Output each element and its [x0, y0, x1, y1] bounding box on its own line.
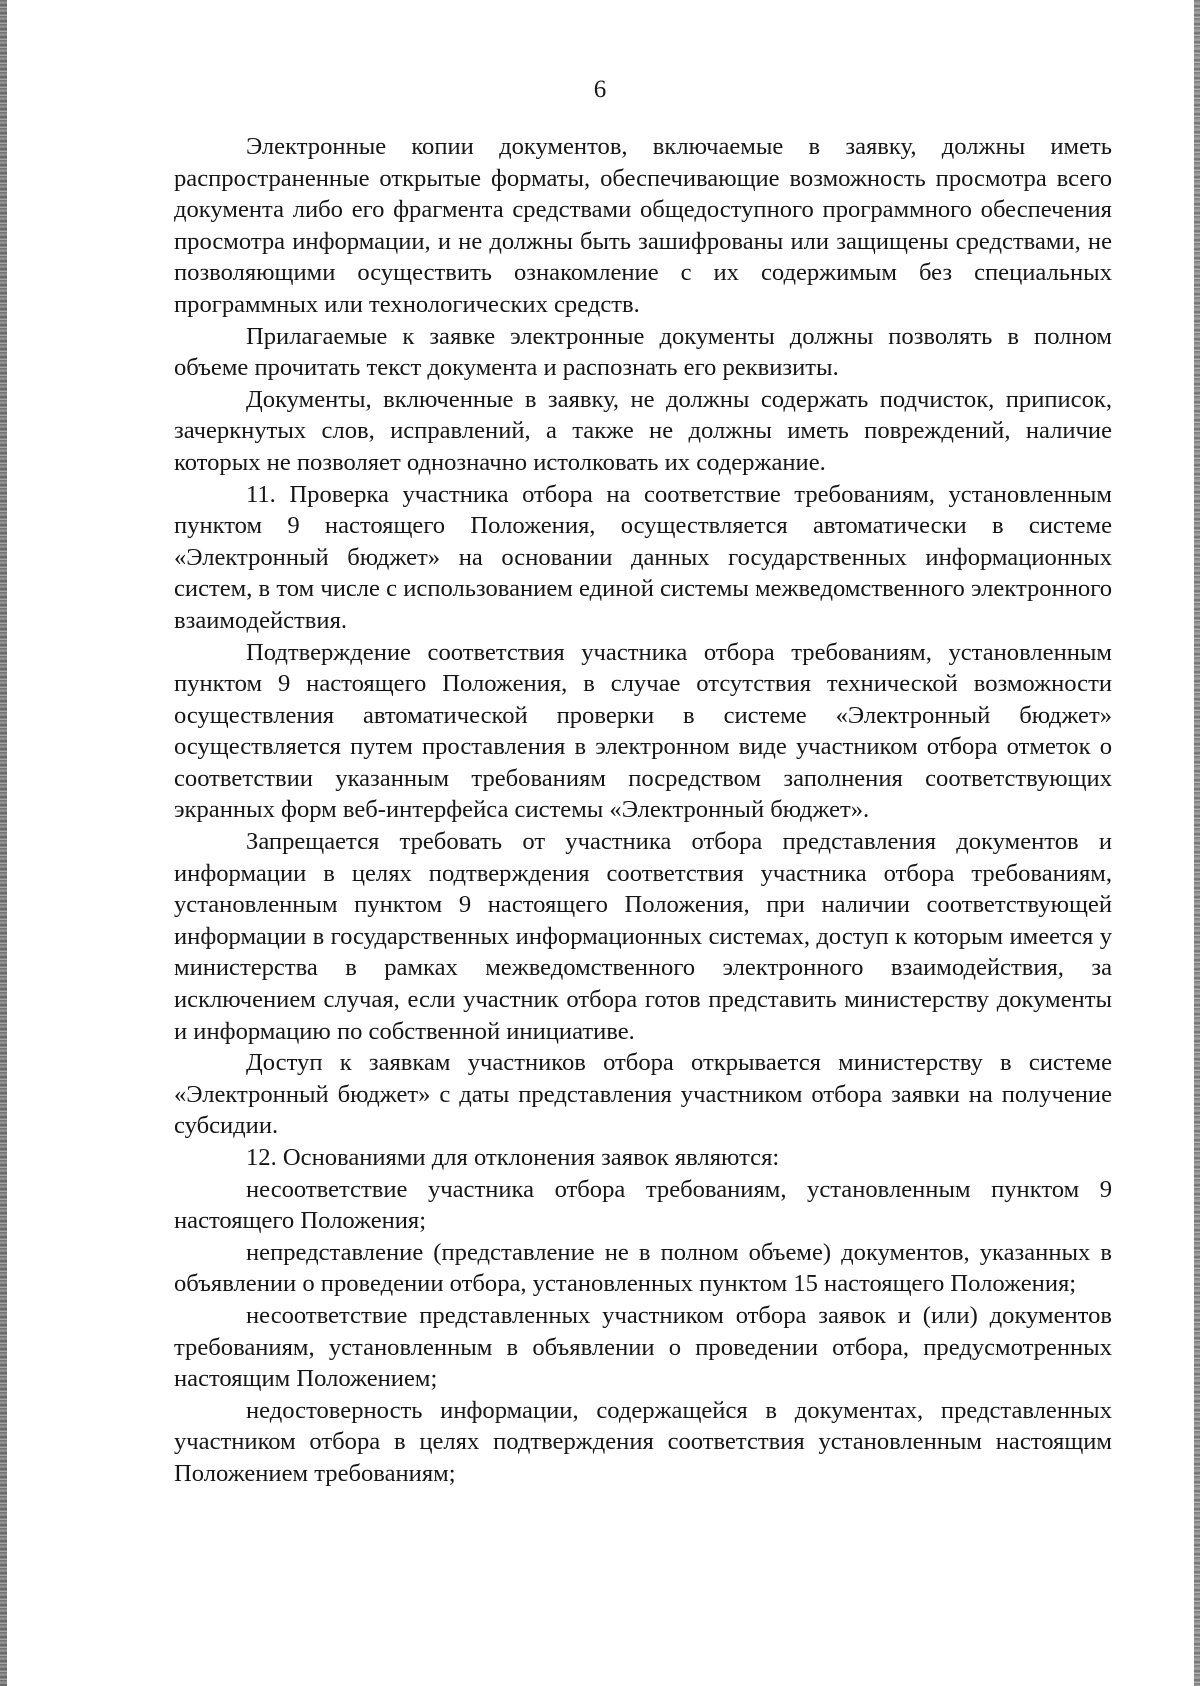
paragraph: несоответствие представленных участником отбора заявок и (или) документов требованиям, установленным в объявлении о проведении отбора, предусмотренных настоящим Положением;: [174, 1301, 1112, 1393]
scan-edge-right: [1194, 0, 1200, 1686]
paragraph: недостоверность информации, содержащейся в документах, представленных участником отбора в целях подтверждения соответствия установленным настоящим Положением требованиям;: [174, 1396, 1112, 1487]
scan-edge-left: [0, 0, 7, 1686]
paragraph: 12. Основаниями для отклонения заявок являются:: [246, 1144, 780, 1171]
page-number: 6: [593, 76, 607, 103]
paragraph: 11. Проверка участника отбора на соответствие требованиям, установленным пунктом 9 настоящего Положения, осуществляется автоматически в системе «Электронный бюджет» на основании данных государственных информационных систем, в том числе с использованием единой системы межведомственного электронного взаимодействия.: [174, 480, 1112, 634]
paragraph: Запрещается требовать от участника отбора представления документов и информации в целях подтверждения соответствия участника отбора требованиям, установленным пунктом 9 настоящего Положения, при наличии соответствующей информации в государственных информационных системах, доступ к которым имеется у министерства в рамках межведомственного электронного взаимодействия, за исключением случая, если участник отбора готов представить министерству документы и информацию по собственной инициативе.: [174, 828, 1112, 1045]
document-body: [174, 131, 1112, 1490]
paragraph: Электронные копии документов, включаемые в заявку, должны иметь распространенные открытые форматы, обеспечивающие возможность просмотра всего документа либо его фрагмента средствами общедоступного программного обеспечения просмотра информации, и не должны быть зашифрованы или защищены средствами, не позволяющими осуществить ознакомление с их содержимым без специальных программных или технологических средств.: [174, 133, 1112, 318]
paragraph: непредставление (представление не в полном объеме) документов, указанных в объявлении о проведении отбора, установленных пунктом 15 настоящего Положения;: [174, 1238, 1112, 1298]
paragraph: Документы, включенные в заявку, не должны содержать подчисток, приписок, зачеркнутых слов, исправлений, а также не должны иметь повреждений, наличие которых не позволяет однозначно истолковать их содержание.: [174, 385, 1112, 476]
paragraph: Прилагаемые к заявке электронные документы должны позволять в полном объеме прочитать текст документа и распознать его реквизиты.: [174, 322, 1112, 382]
paragraph: Доступ к заявкам участников отбора открывается министерству в системе «Электронный бюджет» с даты представления участником отбора заявки на получение субсидии.: [174, 1049, 1112, 1140]
paragraph: Подтверждение соответствия участника отбора требованиям, установленным пунктом 9 настоящего Положения, в случае отсутствия технической возможности осуществления автоматической проверки в системе «Электронный бюджет» осуществляется путем проставления в электронном виде участником отбора отметок о соответствии указанным требованиям посредством заполнения соответствующих экранных форм веб-интерфейса системы «Электронный бюджет».: [174, 638, 1112, 824]
paragraph: несоответствие участника отбора требованиям, установленным пунктом 9 настоящего Положения;: [174, 1175, 1112, 1235]
